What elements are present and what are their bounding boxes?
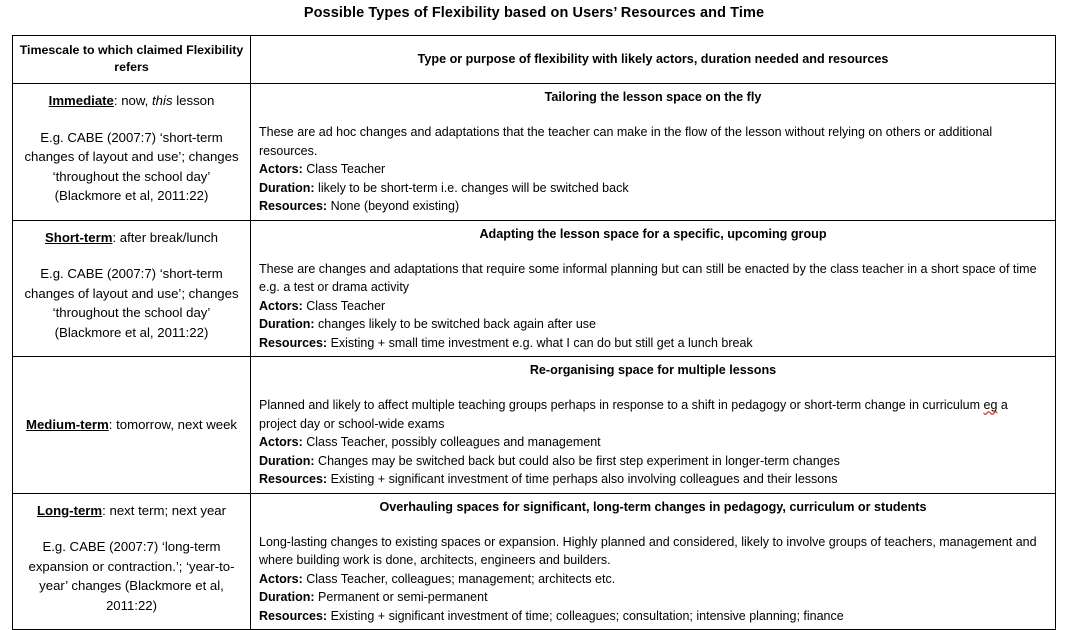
description-paragraph: [259, 396, 1047, 433]
description-title: Adapting the lesson space for a specific, upcoming group: [479, 226, 827, 241]
description-paragraph: These are changes and adaptations that require some informal planning but can still be enacted by the class teacher in a short space of time e.g. a test or drama activity: [259, 261, 1037, 294]
description-title: Re-organising space for multiple lessons: [529, 363, 777, 377]
resources-label: Resources:: [259, 199, 328, 213]
resources-value: Existing + significant investment of time; colleagues; consultation; intensive planning; finance: [327, 608, 844, 623]
duration-label: Duration:: [259, 590, 315, 604]
timescale-cell-immediate: [13, 84, 251, 221]
description-actors: [259, 433, 1047, 452]
timescale-example: E.g. CABE (2007:7) ‘long-term expansion or contraction.’; ‘year-to-year’ changes (Blackmore et al, 2011:22): [28, 539, 235, 613]
timescale-example: E.g. CABE (2007:7) ‘short-term changes of layout and use’; changes ‘throughout the school day’ (Blackmore et al, 2011:22): [24, 266, 239, 340]
description-resources: [259, 470, 1047, 489]
description-paragraph: These are ad hoc changes and adaptations that the teacher can make in the flow of the lesson without relying on others or additional resources.: [259, 125, 993, 158]
description-paragraph: Long-lasting changes to existing spaces or expansion. Highly planned and considered, likely to involve groups of teachers, management and where building work is done, architects, engineers and builders.: [259, 534, 1037, 567]
description-resources: [259, 334, 1047, 353]
column-header-timescale: Timescale to which claimed Flexibility refers: [13, 36, 251, 84]
table-row: [13, 493, 1056, 630]
description-body: [259, 533, 1047, 626]
misspelled-word: eg: [983, 398, 998, 412]
timescale-heading: [23, 228, 240, 248]
description-body: [259, 123, 1047, 216]
resources-value: Existing + significant investment of time perhaps also involving colleagues and their lessons: [327, 472, 838, 486]
column-header-type-purpose: Type or purpose of flexibility with likely actors, duration needed and resources: [251, 36, 1056, 84]
actors-value: Class Teacher: [302, 162, 386, 176]
timescale-heading: [23, 415, 240, 435]
timescale-cell-short-term: [13, 220, 251, 357]
description-cell-immediate: [251, 84, 1056, 221]
description-paragraph-part-a: Planned and likely to affect multiple teaching groups perhaps in response to a shift in pedagogy or short-term change in curriculum: [259, 398, 984, 412]
description-actors: [259, 160, 1047, 179]
table-header-row: [13, 36, 1056, 84]
timescale-heading: [23, 91, 240, 111]
resources-value: None (beyond existing): [327, 199, 460, 213]
timescale-term: Immediate: [48, 93, 114, 108]
actors-label: Actors:: [259, 162, 303, 176]
table-row: [13, 84, 1056, 221]
timescale-term: Medium-term: [25, 416, 109, 432]
description-duration: [259, 588, 1047, 607]
table-row: [13, 220, 1056, 357]
timescale-term: Long-term: [36, 502, 103, 518]
description-resources: [259, 607, 1047, 626]
duration-value: likely to be short-term i.e. changes will be switched back: [314, 180, 629, 195]
description-duration: [259, 315, 1047, 334]
duration-value: Permanent or semi-permanent: [314, 590, 488, 604]
resources-value: Existing + small time investment e.g. what I can do but still get a lunch break: [327, 335, 753, 350]
duration-label: Duration:: [259, 453, 315, 468]
actors-label: Actors:: [259, 298, 303, 313]
actors-value: Class Teacher: [302, 298, 386, 313]
timescale-term-rest: : tomorrow, next week: [108, 416, 238, 432]
actors-label: Actors:: [259, 571, 303, 586]
description-cell-long-term: [251, 493, 1056, 630]
description-duration: [259, 452, 1047, 471]
timescale-cell-medium-term: [13, 357, 251, 494]
description-body: [259, 260, 1047, 353]
description-actors: [259, 570, 1047, 589]
timescale-example: E.g. CABE (2007:7) ‘short-term changes of layout and use’; changes ‘throughout the school day’ (Blackmore et al, 2011:22): [24, 129, 239, 203]
duration-label: Duration:: [259, 180, 315, 195]
description-actors: [259, 297, 1047, 316]
actors-value: Class Teacher, colleagues; management; architects etc.: [302, 571, 616, 586]
document-title: Possible Types of Flexibility based on Users’ Resources and Time: [303, 5, 765, 21]
actors-label: Actors:: [259, 435, 303, 449]
timescale-term-rest: : next term; next year: [102, 502, 227, 518]
actors-value: Class Teacher, possibly colleagues and management: [302, 435, 601, 449]
timescale-term-tail: lesson: [172, 93, 215, 108]
timescale-heading: [23, 501, 240, 521]
table-row: [13, 357, 1056, 494]
timescale-term-rest: : after break/lunch: [112, 229, 218, 245]
timescale-term: Short-term: [45, 229, 113, 245]
resources-label: Resources:: [259, 608, 328, 623]
duration-label: Duration:: [259, 317, 315, 331]
resources-label: Resources:: [259, 335, 328, 350]
description-title: Tailoring the lesson space on the fly: [544, 90, 762, 104]
flexibility-types-table: [12, 35, 1056, 630]
description-cell-medium-term: [251, 357, 1056, 494]
timescale-cell-long-term: [13, 493, 251, 630]
description-paragraph-part-b: a project day or school-wide exams: [259, 398, 1008, 431]
duration-value: changes likely to be switched back again after use: [314, 317, 596, 331]
description-cell-short-term: [251, 220, 1056, 357]
timescale-term-italic: this: [152, 93, 173, 108]
duration-value: Changes may be switched back but could also be first step experiment in longer-term changes: [314, 453, 840, 468]
resources-label: Resources:: [259, 472, 328, 486]
description-resources: [259, 197, 1047, 216]
timescale-term-rest: : now,: [113, 93, 153, 108]
description-body: [259, 396, 1047, 489]
description-title: Overhauling spaces for significant, long-term changes in pedagogy, curriculum or students: [379, 499, 927, 514]
description-duration: [259, 179, 1047, 198]
